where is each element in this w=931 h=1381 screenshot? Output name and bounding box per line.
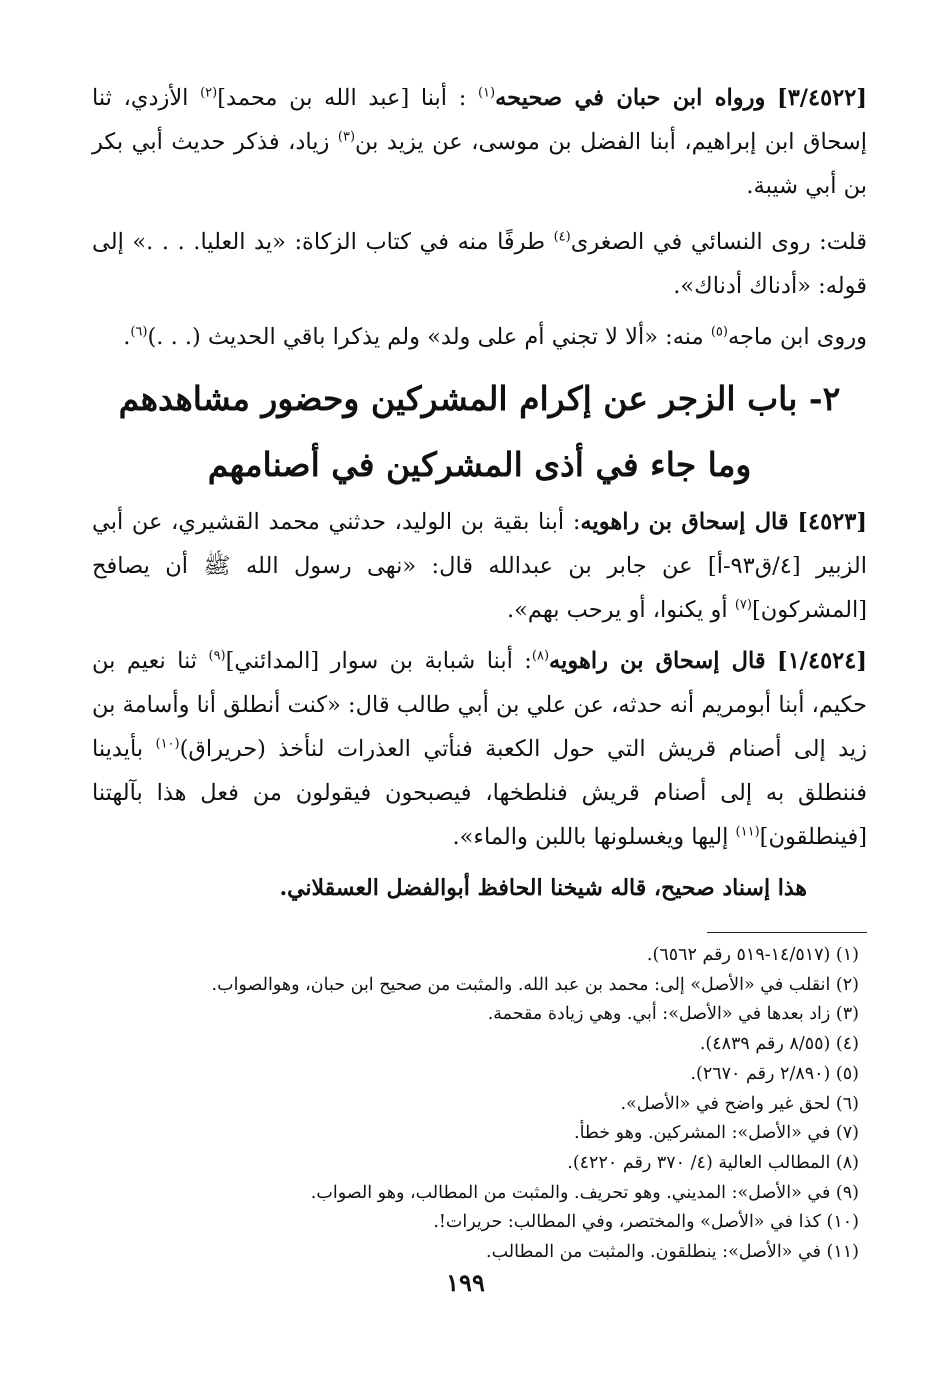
hadith-text: ثنا نعيم بن حكيم، أبنا أبومريم أنه حدثه، عن علي بن أبي طالب قال: «كنت أنطلق أنا وأسامة بن زيد إلى أصنام قريش التي حول الكعبة فنأتي العذرات لنأخذ (حريراق) [92,648,868,762]
footnote: (٤) (٨/٥٥ رقم ٤٨٣٩). [699,1034,859,1055]
hadith-text: : أبنا [عبد الله بن محمد] [217,85,467,111]
hadith-source: قال إسحاق بن راهويه [580,509,789,535]
footnote: (٩) في «الأصل»: المديني. وهو تحريف. والمثبت من المطالب، وهو الصواب. [310,1182,859,1203]
footnote: (١٠) كذا في «الأصل» والمختصر، وفي المطالب: حريرات!. [433,1212,859,1233]
footnotes [92,941,867,1268]
book-page [92,76,867,1268]
note-text: وروى ابن ماجه [727,324,867,350]
hadith-4522 [92,76,867,208]
hadith-source: ورواه ابن حبان في صحيحه [495,85,766,111]
isnad-verdict: هذا إسناد صحيح، قاله شيخنا الحافظ أبوالفضل العسقلاني. [279,875,807,901]
footnote: (١) (١٤/٥١٧-٥١٩ رقم ٦٥٦٢). [646,945,859,965]
footnote: (٨) المطالب العالية (٤/ ٣٧٠ رقم ٤٢٢٠). [567,1152,859,1173]
hadith-text: إليها ويغسلونها باللبن والماء». [452,824,729,850]
hadith-4524 [92,639,867,859]
footnote: (٣) زاد بعدها في «الأصل»: أبي. وهي زيادة مقحمة. [487,1004,859,1025]
footnote-marker: (٤) [553,229,571,245]
footnote: (٧) في «الأصل»: المشركين. وهو خطأ. [574,1123,859,1144]
hadith-text: : أبنا شبابة بن سوار [المدائني] [225,648,532,674]
footnote-marker: (٦) [130,324,148,340]
hadith-ref: [١/٤٥٢٤] [777,648,867,674]
chapter-heading [92,366,867,498]
footnote-marker: (٩) [208,648,226,664]
hadith-ref: [٤٥٢٣] [797,509,867,535]
note-text: قلت: روى النسائي في الصغرى [570,229,867,255]
footnote-marker: (٣) [337,129,356,145]
ibn-majah-note [92,315,867,359]
hadith-source: قال إسحاق بن راهويه [549,648,766,674]
footnote: (٦) لحق غير واضح في «الأصل». [620,1093,859,1114]
hadith-text: : أبنا بقية بن الوليد، حدثني محمد القشيري، عن أبي الزبير [٤/ق٩٣-أ] عن جابر بن عبدالله قال: «نهى رسول الله ﷺ أن يصافح [المشركون] [92,509,867,623]
footnote: (٥) (٢/٨٩٠ رقم ٢٦٧٠). [690,1063,859,1084]
hadith-ref: [٣/٤٥٢٢] [777,85,868,111]
note-text: طرفًا منه في كتاب الزكاة: «يد العليا. . . .» إلى قوله: «أدناك أدناك». [92,229,867,299]
footnote: (٢) انقلب في «الأصل» إلى: محمد بن عبد الله. والمثبت من صحيح ابن حبان، وهوالصواب. [211,974,859,995]
note-text: منه: «ألا لا تجني أم على ولد» ولم يذكرا باقي الحديث (. . .) [147,324,704,350]
hadith-text: الأزدي، ثنا إسحاق ابن إبراهيم، أبنا الفضل بن موسى، عن يزيد بن [92,85,867,155]
footnote-marker: (١) [477,85,496,101]
hadith-text: زياد، فذكر حديث أبي بكر بن أبي شيبة. [92,129,867,199]
hadith-4523 [92,500,867,632]
author-note [92,220,867,308]
note-text: . [123,324,131,350]
footnote-divider [707,932,867,933]
footnote-marker: (١٠) [155,736,180,752]
footnote-marker: (٨) [531,648,550,664]
hadith-text: أو يكنوا، أو يرحب بهم». [507,597,728,623]
footnote-marker: (١١) [735,824,760,840]
footnote-marker: (٧) [734,597,752,613]
footnote-marker: (٥) [710,324,728,340]
footnote: (١١) في «الأصل»: ينطلقون. والمثبت من المطالب. [486,1242,859,1263]
hadith-text: بأيدينا فننطلق به إلى أصنام قريش فنلطخها، فيصبحون فيقولون من فعل هذا بآلهتنا [فينطلقون] [92,736,867,850]
page-number: ١٩٩ [446,1268,485,1297]
footnote-marker: (٢) [200,85,218,101]
chapter-heading-line-1: ٢- باب الزجر عن إكرام المشركين وحضور مشاهدهم [118,379,841,418]
chapter-heading-line-2: وما جاء في أذى المشركين في أصنامهم [207,445,752,484]
